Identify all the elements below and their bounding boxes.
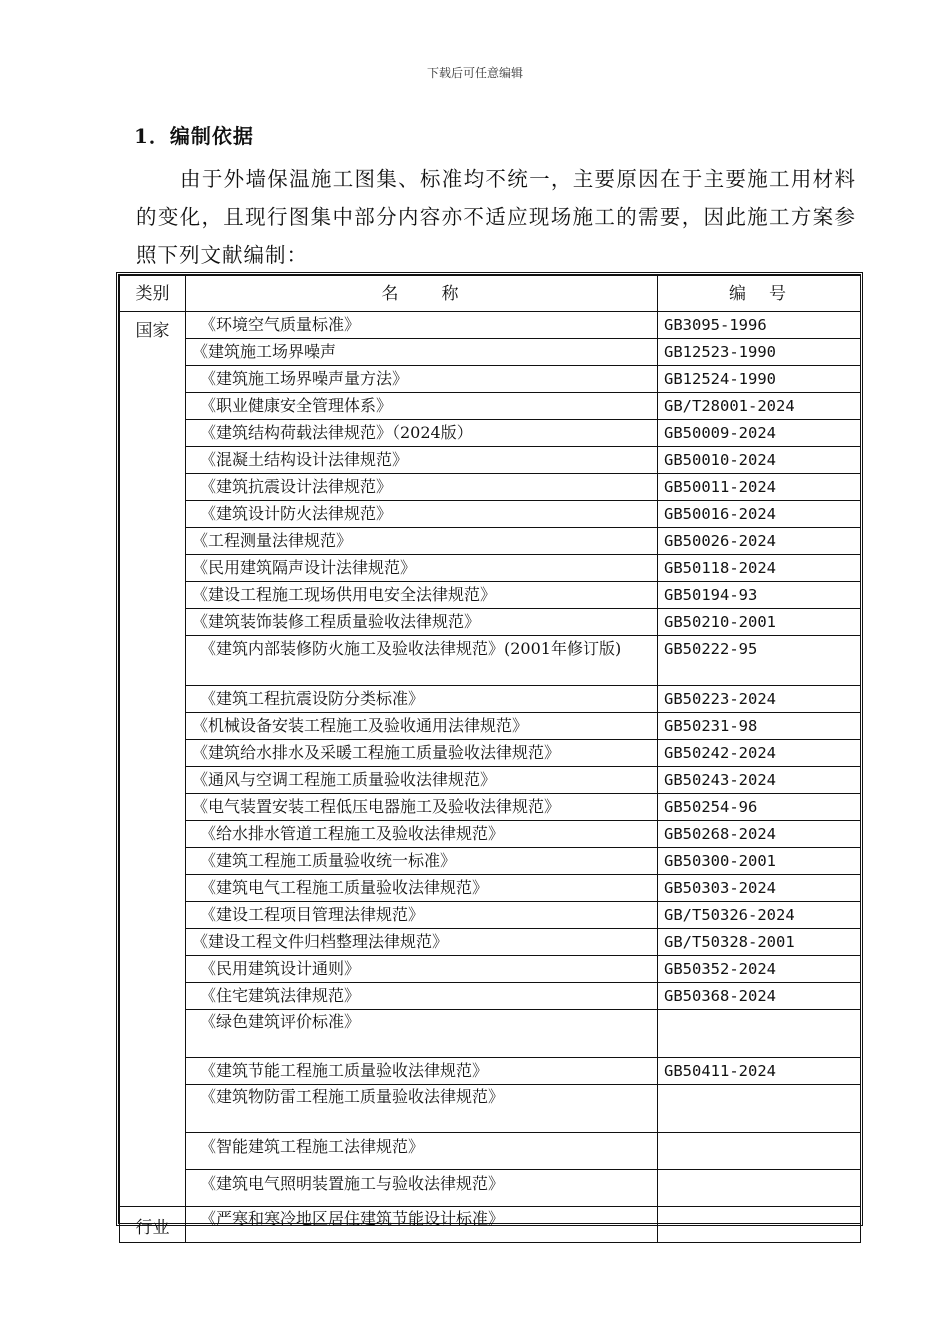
standard-name: 《建筑工程抗震设防分类标准》 — [186, 686, 658, 713]
table-row — [120, 794, 861, 821]
table-row — [120, 767, 861, 794]
standard-name: 《建筑施工场界噪声量方法》 — [186, 366, 658, 393]
table-row — [120, 474, 861, 501]
standard-code: GB3095-1996 — [658, 312, 861, 339]
table-row — [120, 929, 861, 956]
standard-name: 《建筑节能工程施工质量验收法律规范》 — [186, 1058, 658, 1085]
standard-code: GB50016-2024 — [658, 501, 861, 528]
table-row — [120, 393, 861, 420]
table-row — [120, 821, 861, 848]
header-code: 编 号 — [658, 276, 861, 312]
standard-code: GB50352-2024 — [658, 956, 861, 983]
standard-name: 《建筑结构荷载法律规范》（2024版） — [186, 420, 658, 447]
header-category: 类别 — [120, 276, 186, 312]
standard-code: GB50242-2024 — [658, 740, 861, 767]
standard-code: GB50222-95 — [658, 636, 861, 686]
standard-name: 《机械设备安装工程施工及验收通用法律规范》 — [186, 713, 658, 740]
table-row — [120, 609, 861, 636]
standard-name: 《绿色建筑评价标准》 — [186, 1010, 658, 1058]
intro-paragraph: 由于外墙保温施工图集、标准均不统一，主要原因在于主要施工用材料的变化，且现行图集中部分内容亦不适应现场施工的需要，因此施工方案参照下列文献编制： — [136, 167, 856, 267]
standard-code: GB50011-2024 — [658, 474, 861, 501]
table-row — [120, 582, 861, 609]
table-row — [120, 528, 861, 555]
standard-code: GB/T28001-2024 — [658, 393, 861, 420]
table-row — [120, 740, 861, 767]
standard-code: GB50411-2024 — [658, 1058, 861, 1085]
table-row — [120, 636, 861, 686]
standard-name: 《民用建筑隔声设计法律规范》 — [186, 555, 658, 582]
standard-code: GB50303-2024 — [658, 875, 861, 902]
table-row — [120, 1085, 861, 1133]
standard-code: GB50368-2024 — [658, 983, 861, 1010]
standard-code: GB12523-1990 — [658, 339, 861, 366]
standard-name: 《建设工程项目管理法律规范》 — [186, 902, 658, 929]
standard-name: 《建设工程文件归档整理法律规范》 — [186, 929, 658, 956]
table-header-row — [120, 276, 861, 312]
standard-code: GB50210-2001 — [658, 609, 861, 636]
standard-name: 《建筑内部装修防火施工及验收法律规范》(2001年修订版) — [186, 636, 658, 686]
table-row — [120, 1133, 861, 1170]
standard-name: 《建筑施工场界噪声 — [186, 339, 658, 366]
standard-code — [658, 1207, 861, 1243]
table-row — [120, 447, 861, 474]
standard-name: 《电气装置安装工程低压电器施工及验收法律规范》 — [186, 794, 658, 821]
table-row — [120, 1207, 861, 1243]
table-row — [120, 1010, 861, 1058]
standard-name: 《建筑给水排水及采暖工程施工质量验收法律规范》 — [186, 740, 658, 767]
standard-code: GB12524-1990 — [658, 366, 861, 393]
standard-code: GB50009-2024 — [658, 420, 861, 447]
standard-name: 《建筑抗震设计法律规范》 — [186, 474, 658, 501]
standard-name: 《给水排水管道工程施工及验收法律规范》 — [186, 821, 658, 848]
table-row — [120, 339, 861, 366]
standard-code: GB50194-93 — [658, 582, 861, 609]
standard-name: 《建筑电气工程施工质量验收法律规范》 — [186, 875, 658, 902]
category-cell-national: 国家 — [120, 312, 186, 1207]
category-cell-industry: 行业 — [120, 1207, 186, 1243]
standard-name: 《工程测量法律规范》 — [186, 528, 658, 555]
standard-code: GB/T50328-2001 — [658, 929, 861, 956]
table-row — [120, 686, 861, 713]
standard-code: GB/T50326-2024 — [658, 902, 861, 929]
standard-name: 《建筑物防雷工程施工质量验收法律规范》 — [186, 1085, 658, 1133]
standard-code — [658, 1133, 861, 1170]
standard-name: 《民用建筑设计通则》 — [186, 956, 658, 983]
table-row — [120, 848, 861, 875]
standard-name: 《环境空气质量标准》 — [186, 312, 658, 339]
table-row — [120, 1170, 861, 1207]
standard-code: GB50223-2024 — [658, 686, 861, 713]
table-row — [120, 555, 861, 582]
section-title: 1．编制依据 — [134, 124, 254, 148]
table-row — [120, 875, 861, 902]
table-row — [120, 902, 861, 929]
table-row — [120, 713, 861, 740]
standard-code: GB50243-2024 — [658, 767, 861, 794]
standard-code: GB50010-2024 — [658, 447, 861, 474]
table-row — [120, 1058, 861, 1085]
standard-code — [658, 1170, 861, 1207]
standard-name: 《通风与空调工程施工质量验收法律规范》 — [186, 767, 658, 794]
page-header-note: 下载后可任意编辑 — [426, 66, 523, 80]
standard-name: 《职业健康安全管理体系》 — [186, 393, 658, 420]
standard-code: GB50118-2024 — [658, 555, 861, 582]
references-table — [119, 275, 861, 1243]
standard-code: GB50268-2024 — [658, 821, 861, 848]
table-row — [120, 501, 861, 528]
table-row — [120, 312, 861, 339]
standard-name: 《智能建筑工程施工法律规范》 — [186, 1133, 658, 1170]
standard-code: GB50026-2024 — [658, 528, 861, 555]
table-row — [120, 983, 861, 1010]
standard-name: 《建筑工程施工质量验收统一标准》 — [186, 848, 658, 875]
references-table-frame — [116, 272, 863, 1238]
standard-name: 《建筑装饰装修工程质量验收法律规范》 — [186, 609, 658, 636]
standard-code: GB50300-2001 — [658, 848, 861, 875]
table-row — [120, 420, 861, 447]
standard-name: 《严寒和寒冷地区居住建筑节能设计标准》 — [186, 1207, 658, 1243]
standard-name: 《混凝土结构设计法律规范》 — [186, 447, 658, 474]
standard-name: 《建筑设计防火法律规范》 — [186, 501, 658, 528]
standard-code — [658, 1010, 861, 1058]
standard-name: 《住宅建筑法律规范》 — [186, 983, 658, 1010]
standard-code — [658, 1085, 861, 1133]
standard-code: GB50254-96 — [658, 794, 861, 821]
table-row — [120, 366, 861, 393]
standard-name: 《建筑电气照明装置施工与验收法律规范》 — [186, 1170, 658, 1207]
table-row — [120, 956, 861, 983]
standard-name: 《建设工程施工现场供用电安全法律规范》 — [186, 582, 658, 609]
standard-code: GB50231-98 — [658, 713, 861, 740]
header-name: 名 称 — [186, 276, 658, 312]
